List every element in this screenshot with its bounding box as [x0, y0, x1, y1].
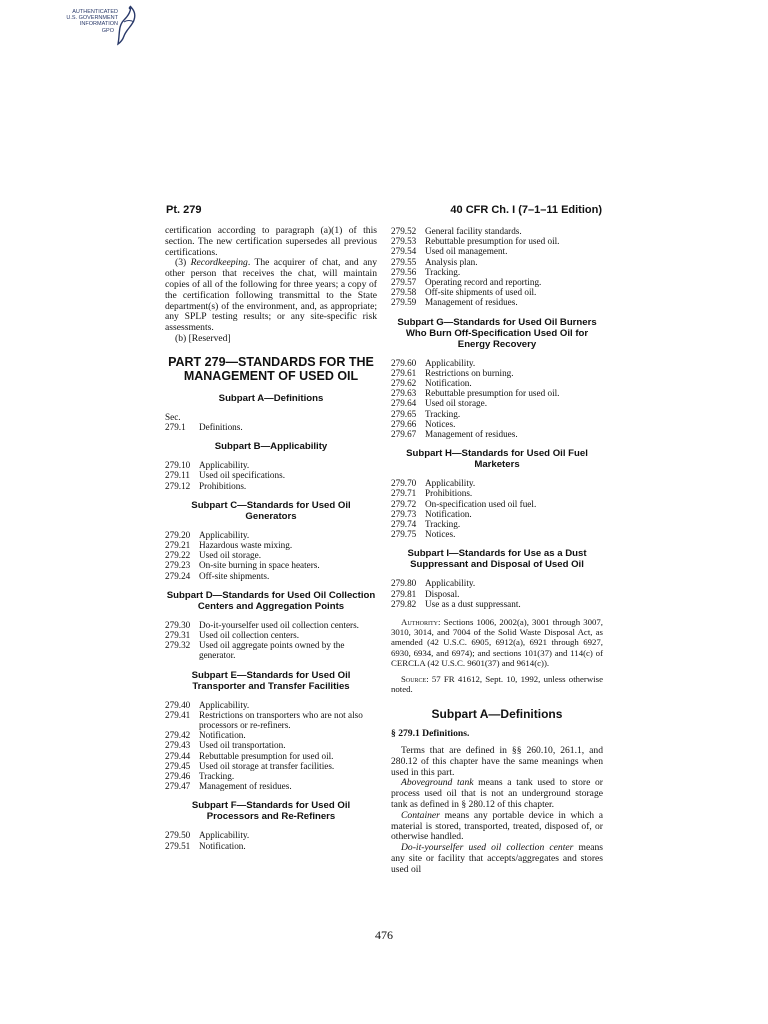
- definition: [391, 811, 603, 843]
- toc-item: [391, 409, 603, 419]
- section-title: Hazardous waste mixing.: [199, 539, 293, 550]
- toc-item: [391, 519, 603, 529]
- toc-item: [391, 529, 603, 539]
- source-label: Source:: [401, 674, 429, 685]
- toc-list: [165, 530, 377, 581]
- toc-item: [391, 267, 603, 277]
- toc-list: [165, 422, 377, 432]
- toc-item: [165, 640, 377, 660]
- subpart-title: Subpart I—Standards for Use as a Dust Suppressant and Disposal of Used Oil: [407, 548, 587, 571]
- section-title: Used oil specifications.: [199, 470, 285, 481]
- source-text: 57 FR 41612, Sept. 10, 1992, unless otherwise noted.: [391, 674, 603, 695]
- section-title: Disposal.: [425, 588, 460, 599]
- subpart-title: Subpart E—Standards for Used Oil Transporter and Transfer Facilities: [191, 669, 351, 692]
- section-number: 279.62: [391, 378, 417, 389]
- toc-item: [391, 246, 603, 256]
- section-number: 279.20: [165, 529, 191, 540]
- toc-list: [165, 460, 377, 491]
- section-number: 279.52: [391, 226, 417, 236]
- toc-item: [165, 550, 377, 560]
- section-title: Applicability.: [425, 357, 476, 368]
- section-number: 279.31: [165, 630, 191, 640]
- section-title: Notification.: [425, 508, 472, 519]
- section-title: Prohibitions.: [199, 480, 247, 491]
- toc-item: [165, 530, 377, 540]
- section-title: Analysis plan.: [425, 256, 478, 267]
- section-number: 279.22: [165, 550, 191, 561]
- section-title: Used oil management.: [425, 246, 508, 257]
- page-number: 476: [375, 928, 393, 942]
- section-title: Tracking.: [425, 408, 461, 419]
- toc-item: [391, 236, 603, 246]
- definition-text: means a tank used to store or process used oil that is not an underground storage tank as defined in § 280.12 of this chapter.: [391, 777, 603, 811]
- section-number: 279.44: [165, 750, 191, 761]
- toc-item: [391, 388, 603, 398]
- left-column: [165, 226, 377, 851]
- section-heading: § 279.1 Definitions.: [391, 728, 470, 740]
- section-number: 279.10: [165, 460, 191, 471]
- definition-text: means any site or facility that accepts/aggregates and stores used oil: [391, 842, 603, 875]
- section-title: Off-site shipments of used oil.: [425, 287, 537, 298]
- toc-item: [165, 422, 377, 432]
- toc-item: [165, 620, 377, 630]
- toc-item: [391, 226, 603, 236]
- section-number: 279.11: [165, 470, 190, 481]
- section-title: Management of residues.: [199, 781, 292, 792]
- section-title: Used oil transportation.: [199, 740, 286, 751]
- section-number: 279.55: [391, 256, 417, 267]
- toc-item: [165, 761, 377, 771]
- toc-item: [391, 398, 603, 408]
- toc-item: [165, 781, 377, 791]
- authority-text: Sections 1006, 2002(a), 3001 through 3007, 3010, 3014, and 7004 of the Solid Waste Disposal Act, as amended (42 U.S.C. 6905, 6912(a), 6921 through 6927, 6930, 6934, and 6974); and sections 101(37) and 114(c) of CERCLA (42 U.S.C. 9601(37) and 9614(c)).: [391, 617, 603, 668]
- definitions-intro: Terms that are defined in §§ 260.10, 261.1, and 280.12 of this chapter have the same meanings when used in this part.: [391, 745, 603, 778]
- running-header-right: 40 CFR Ch. I (7–1–11 Edition): [450, 204, 602, 216]
- logo-line: GPO: [101, 27, 114, 34]
- para-text: . The acquirer of chat, and any other person that receives the chat, will maintain copies of all of the following for three years; a copy of the certification following transmittal to the State department(s) of the environment, and, as appropriate; any SPLP testing results; or any site-specific risk assessments.: [165, 257, 377, 334]
- toc-item: [391, 257, 603, 267]
- toc-item: [165, 740, 377, 750]
- section-number: 279.64: [391, 398, 417, 409]
- section-number: 279.57: [391, 277, 417, 288]
- section-number: 279.71: [391, 488, 417, 499]
- section-number: 279.40: [165, 699, 191, 710]
- section-title: Used oil storage.: [425, 398, 488, 409]
- subpart-title: Subpart A—Definitions: [218, 392, 324, 404]
- toc-item: [391, 429, 603, 439]
- section-title: Use as a dust suppressant.: [425, 598, 521, 609]
- logo-line: AUTHENTICATED: [72, 9, 118, 15]
- toc-list: [165, 620, 377, 661]
- section-number: 279.12: [165, 480, 191, 491]
- toc-list: [391, 478, 603, 539]
- section-number: 279.41: [165, 709, 191, 720]
- section-number: 279.63: [391, 388, 417, 399]
- toc-item: [391, 488, 603, 498]
- eagle-icon: [114, 4, 138, 46]
- section-title: Notification.: [199, 730, 246, 741]
- toc-item: [391, 589, 603, 599]
- section-title: Prohibitions.: [425, 488, 473, 499]
- section-title: Applicability.: [199, 699, 250, 710]
- section-title: Do-it-yourselfer used oil collection centers.: [199, 619, 359, 630]
- authority-label: Authority:: [401, 617, 441, 628]
- section-number: 279.81: [391, 588, 417, 599]
- section-number: 279.82: [391, 598, 417, 609]
- section-title: Management of residues.: [425, 429, 518, 440]
- section-number: 279.30: [165, 619, 191, 630]
- section-number: 279.47: [165, 781, 191, 792]
- section-title: Notification.: [425, 378, 472, 389]
- section-number: 279.58: [391, 287, 417, 298]
- sec-label: Sec.: [165, 411, 181, 422]
- subpart-title: Subpart H—Standards for Used Oil Fuel Marketers: [406, 448, 588, 471]
- toc-item: [165, 841, 377, 851]
- section-title: Used oil storage.: [199, 550, 262, 561]
- toc-list: [165, 700, 377, 792]
- section-number: 279.54: [391, 246, 417, 257]
- section-title: Used oil storage at transfer facilities.: [199, 760, 335, 771]
- section-number: 279.42: [165, 730, 191, 741]
- subpart-title: Subpart B—Applicability: [214, 441, 328, 453]
- section-title: Restrictions on transporters who are not also processors or re-refiners.: [199, 709, 363, 731]
- section-title: Management of residues.: [425, 297, 518, 308]
- section-number: 279.75: [391, 529, 417, 540]
- section-title: Used oil aggregate points owned by the generator.: [199, 640, 345, 661]
- toc-item: [391, 368, 603, 378]
- section-number: 279.60: [391, 357, 417, 368]
- section-number: 279.1: [165, 421, 186, 432]
- subpart-title: Subpart C—Standards for Used Oil Generators: [191, 499, 351, 522]
- toc-item: [391, 478, 603, 488]
- toc-item: [165, 571, 377, 581]
- section-title: Rebuttable presumption for used oil.: [425, 388, 560, 399]
- toc-list: [391, 578, 603, 609]
- gpo-authentication-logo: [26, 4, 138, 46]
- toc-item: [165, 470, 377, 480]
- toc-item: [391, 509, 603, 519]
- toc-item: [165, 830, 377, 840]
- section-title: Used oil collection centers.: [199, 630, 300, 640]
- section-number: 279.23: [165, 560, 191, 571]
- section-number: 279.45: [165, 760, 191, 771]
- section-title: General facility standards.: [425, 226, 522, 236]
- toc-item: [391, 287, 603, 297]
- section-title: Applicability.: [425, 478, 476, 489]
- reserved-paragraph: (b) [Reserved]: [175, 332, 231, 344]
- toc-item: [165, 630, 377, 640]
- definition: [391, 843, 603, 875]
- section-title: Applicability.: [199, 529, 250, 540]
- section-title: Restrictions on burning.: [425, 367, 514, 378]
- section-number: 279.67: [391, 429, 417, 440]
- toc-item: [391, 378, 603, 388]
- section-number: 279.70: [391, 478, 417, 489]
- section-title: Rebuttable presumption for used oil.: [199, 750, 334, 761]
- toc-item: [165, 560, 377, 570]
- toc-item: [165, 730, 377, 740]
- section-title: Notices.: [425, 529, 456, 540]
- section-title: Off-site shipments.: [199, 570, 270, 581]
- section-number: 279.53: [391, 236, 417, 247]
- toc-item: [391, 578, 603, 588]
- definition-text: means any portable device in which a material is stored, transported, treated, disposed of, or otherwise handled.: [391, 809, 603, 843]
- definition-term: Container: [401, 809, 440, 821]
- section-number: 279.32: [165, 640, 191, 651]
- definition: [391, 778, 603, 810]
- section-number: 279.72: [391, 498, 417, 509]
- logo-line: U.S. GOVERNMENT: [66, 15, 118, 22]
- section-title: Applicability.: [199, 830, 250, 841]
- section-number: 279.66: [391, 418, 417, 429]
- toc-item: [165, 460, 377, 470]
- toc-item: [391, 358, 603, 368]
- section-number: 279.74: [391, 519, 417, 530]
- toc-item: [391, 599, 603, 609]
- toc-item: [165, 751, 377, 761]
- section-number: 279.59: [391, 297, 417, 308]
- logo-line: INFORMATION: [79, 21, 118, 28]
- section-title: Tracking.: [425, 519, 461, 530]
- definition-term: Aboveground tank: [401, 777, 474, 789]
- section-title: Notification.: [199, 840, 246, 851]
- definition-term: Do-it-yourselfer used oil collection center: [401, 842, 574, 854]
- logo-text: [26, 9, 118, 34]
- section-number: 279.21: [165, 539, 191, 550]
- toc-item: [165, 710, 377, 730]
- section-number: 279.65: [391, 408, 417, 419]
- section-title: On-site burning in space heaters.: [199, 560, 320, 571]
- subpart-heading: Subpart A—Definitions: [431, 706, 563, 721]
- toc-item: [391, 297, 603, 307]
- part-title: PART 279—STANDARDS FOR THE MANAGEMENT OF USED OIL: [168, 354, 374, 383]
- toc-item: [165, 481, 377, 491]
- right-column: [391, 226, 603, 876]
- section-number: 279.73: [391, 508, 417, 519]
- subpart-title: Subpart G—Standards for Used Oil Burners Who Burn Off-Specification Used Oil for Energy Recovery: [397, 316, 597, 350]
- section-title: Notices.: [425, 418, 456, 429]
- section-number: 279.56: [391, 266, 417, 277]
- toc-list: [165, 830, 377, 850]
- toc-list: [391, 226, 603, 308]
- toc-item: [165, 540, 377, 550]
- authority-note: [391, 617, 603, 668]
- section-title: Applicability.: [199, 460, 250, 471]
- section-title: Operating record and reporting.: [425, 277, 542, 288]
- para-number: (3): [175, 257, 191, 269]
- section-title: Rebuttable presumption for used oil.: [425, 236, 560, 247]
- para-term: Recordkeeping: [190, 257, 248, 269]
- section-title: On-specification used oil fuel.: [425, 498, 537, 509]
- section-title: Tracking.: [199, 771, 235, 782]
- section-number: 279.46: [165, 771, 191, 782]
- toc-item: [391, 499, 603, 509]
- toc-item: [165, 771, 377, 781]
- paragraph: certification according to paragraph (a)(1) of this section. The new certification supersedes all previous certifications.: [165, 225, 377, 258]
- subpart-title: Subpart F—Standards for Used Oil Processors and Re-Refiners: [191, 800, 351, 823]
- section-number: 279.61: [391, 367, 417, 378]
- recordkeeping-paragraph: [165, 258, 377, 334]
- running-header-left: Pt. 279: [166, 204, 202, 216]
- toc-item: [391, 419, 603, 429]
- toc-item: [165, 700, 377, 710]
- section-title: Definitions.: [199, 421, 243, 432]
- section-number: 279.51: [165, 840, 191, 851]
- toc-item: [391, 277, 603, 287]
- source-note: [391, 674, 603, 694]
- section-title: Applicability.: [425, 578, 476, 589]
- section-number: 279.43: [165, 740, 191, 751]
- subpart-title: Subpart D—Standards for Used Oil Collection Centers and Aggregation Points: [166, 589, 376, 612]
- toc-list: [391, 358, 603, 440]
- section-title: Tracking.: [425, 266, 461, 277]
- section-number: 279.50: [165, 830, 191, 841]
- section-number: 279.80: [391, 578, 417, 589]
- section-number: 279.24: [165, 570, 191, 581]
